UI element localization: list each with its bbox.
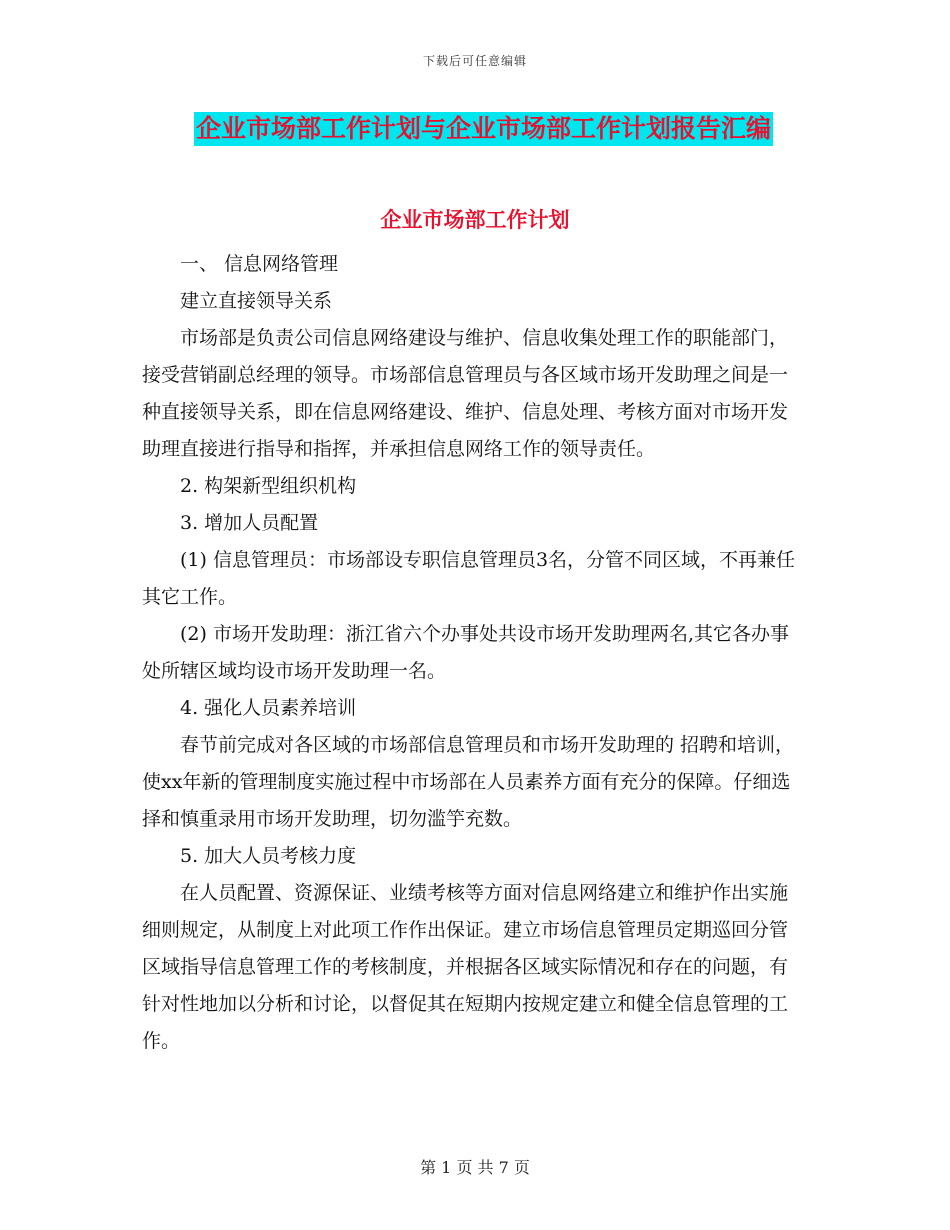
paragraph: 市场部是负责公司信息网络建设与维护、信息收集处理工作的职能部门，接受营销副总经理的领导。市场部信息管理员与各区域市场开发助理之间是一种直接领导关系，即在信息网络建设、维护、信息处理、考核方面对市场开发助理直接进行指导和指挥，并承担信息网络工作的领导责任。 (142, 327, 789, 460)
paragraph: 4. 强化人员素养培训 (180, 697, 357, 719)
page-number: 第 1 页 共 7 页 (420, 1158, 530, 1177)
body-content (142, 246, 806, 1060)
header-note: 下载后可任意编辑 (422, 54, 527, 68)
paragraph: (1) 信息管理员：市场部设专职信息管理员3名，分管不同区域，不再兼任其它工作。 (142, 549, 796, 608)
section-title: 企业市场部工作计划 (380, 207, 570, 232)
document-title: 企业市场部工作计划与企业市场部工作计划报告汇编 (194, 112, 773, 146)
paragraph: 在人员配置、资源保证、业绩考核等方面对信息网络建立和维护作出实施细则规定，从制度上对此项工作作出保证。建立市场信息管理员定期巡回分管区域指导信息管理工作的考核制度，并根据各区域实际情况和存在的问题，有针对性地加以分析和讨论，以督促其在短期内按规定建立和健全信息管理的工作。 (142, 882, 789, 1052)
paragraph: 春节前完成对各区域的市场部信息管理员和市场开发助理的 招聘和培训，使xx年新的管理制度实施过程中市场部在人员素养方面有充分的保障。仔细选择和慎重录用市场开发助理，切勿滥竽充数。 (142, 734, 795, 830)
paragraph: 一、 信息网络管理 (180, 253, 339, 275)
paragraph: 3. 增加人员配置 (180, 512, 319, 534)
paragraph: 5. 加大人员考核力度 (180, 845, 357, 867)
paragraph: 建立直接领导关系 (180, 290, 333, 312)
paragraph: 2. 构架新型组织机构 (180, 475, 357, 497)
paragraph: (2) 市场开发助理：浙江省六个办事处共设市场开发助理两名,其它各办事处所辖区域均设市场开发助理一名。 (142, 623, 789, 682)
